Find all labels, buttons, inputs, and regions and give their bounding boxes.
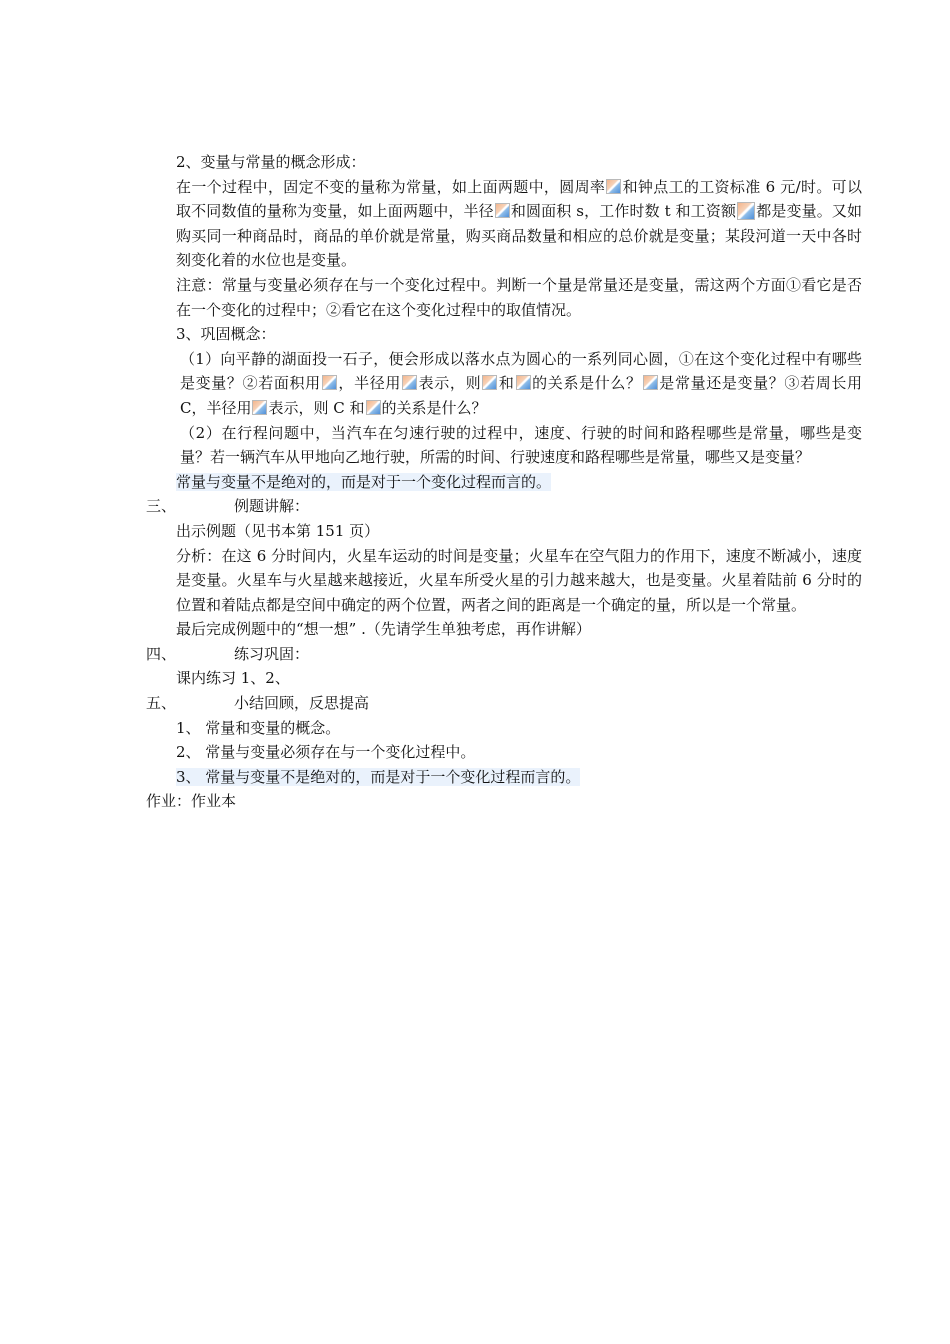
question-1: （1）向平静的湖面投一石子，便会形成以落水点为圆心的一系列同心圆，①在这个变化过程中有哪些是变量？②若面积用 ，半径用 表示，则 和 的关系是什么？ 是常量还是变量？③若周长用 C，半径用 表示，则 C 和 的关系是什么？	[180, 349, 862, 417]
homework-line: 作业：作业本	[146, 792, 237, 811]
note-paragraph: 注意：常量与变量必须存在与一个变化过程中。判断一个量是常量还是变量，需这两个方面①看它是否在一个变化的过程中；②看它在这个变化过程中的取值情况。	[176, 275, 862, 319]
section-3-heading: 三、 例题讲解：	[146, 497, 310, 516]
section-2-title: 2、变量与常量的概念形成：	[176, 153, 366, 171]
formula-image-icon	[482, 375, 497, 390]
formula-image-icon	[366, 400, 381, 415]
summary-item-1: 1、 常量和变量的概念。	[176, 718, 341, 737]
formula-image-icon	[606, 179, 621, 194]
formula-image-icon	[252, 400, 267, 415]
formula-image-icon	[402, 375, 417, 390]
summary-item-3: 3、 常量与变量不是绝对的，而是对于一个变化过程而言的。	[176, 767, 581, 786]
section-5-heading: 五、 小结回顾，反思提高	[146, 694, 370, 713]
question-2: （2）在行程问题中，当汽车在匀速行驶的过程中，速度、行驶的时间和路程哪些是常量，哪些是变量？若一辆汽车从甲地向乙地行驶，所需的时间、行驶速度和路程哪些是常量，哪些又是变量？	[180, 423, 862, 467]
formula-image-icon	[495, 203, 510, 218]
think-line: 最后完成例题中的“想一想” .（先请学生单独考虑，再作讲解）	[176, 620, 591, 639]
document-body	[146, 150, 862, 814]
section-4-heading: 四、 练习巩固：	[146, 644, 310, 663]
formula-image-icon	[322, 375, 337, 390]
concept-paragraph: 在一个过程中，固定不变的量称为常量，如上面两题中，圆周率 和钟点工的工资标准 6 元/时。可以取不同数值的量称为变量，如上面两题中，半径 和圆面积 s，工作时数 t 和工资额 都是变量。又如购买同一种商品时，商品的单价就是常量，购买商品数量和相应的总价就是变量；某段河道一天中各时刻变化着的水位也是变量。	[176, 177, 862, 270]
formula-image-icon	[643, 375, 658, 390]
formula-image-icon	[516, 375, 531, 390]
example-reference: 出示例题（见书本第 151 页）	[176, 521, 380, 540]
summary-item-2: 2、 常量与变量必须存在与一个变化过程中。	[176, 743, 476, 762]
emphasis-line: 常量与变量不是绝对的，而是对于一个变化过程而言的。	[176, 472, 552, 491]
formula-image-icon	[737, 202, 755, 220]
practice-line: 课内练习 1、2、	[176, 669, 290, 688]
analysis-paragraph: 分析：在这 6 分时间内，火星车运动的时间是变量；火星车在空气阻力的作用下，速度不断减小，速度是变量。火星车与火星越来越接近，火星车所受火星的引力越来越大，也是变量。火星着陆前 6 分时的位置和着陆点都是空间中确定的两个位置，两者之间的距离是一个确定的量，所以是一个常量。	[176, 546, 862, 614]
section-3-title: 3、巩固概念：	[176, 325, 276, 344]
